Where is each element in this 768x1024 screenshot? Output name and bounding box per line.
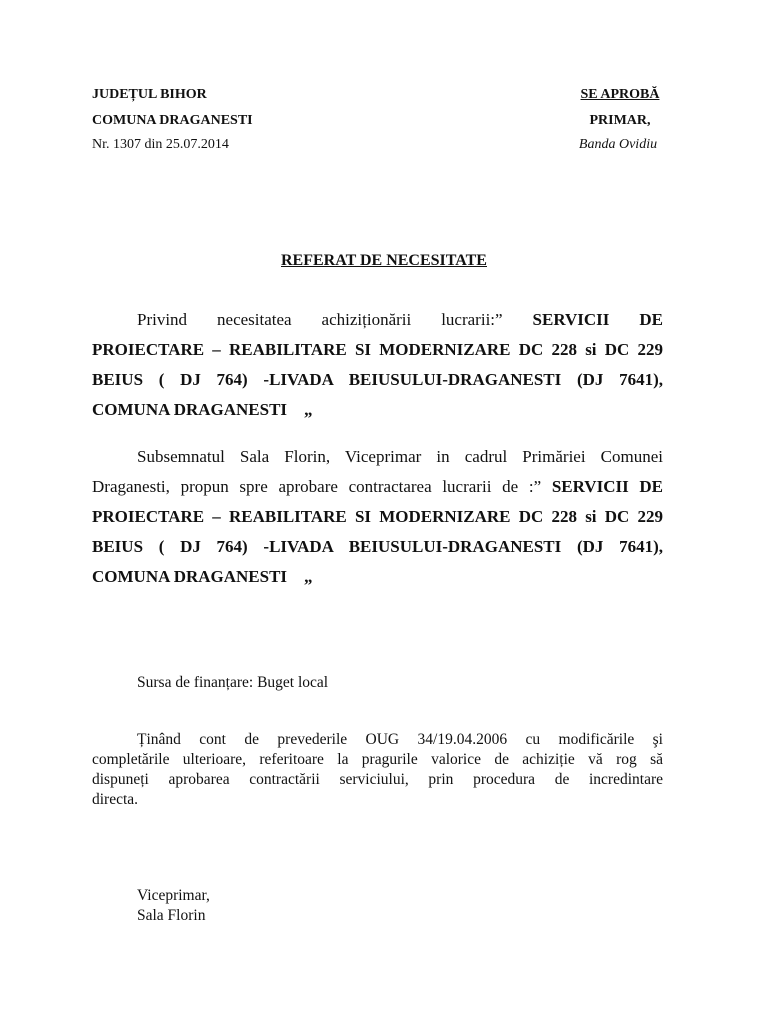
para3-line4: directa.	[92, 791, 139, 808]
commune-label: COMUNA DRAGANESTI	[92, 113, 253, 128]
document-number: Nr. 1307 din 25.07.2014	[92, 137, 229, 152]
para3-line1: Ținând cont de prevederile OUG 34/19.04.2006 cu modificările şi	[137, 731, 663, 748]
county-label: JUDEȚUL BIHOR	[92, 87, 207, 102]
para2-line3: PROIECTARE – REABILITARE SI MODERNIZARE DC 228 si DC 229	[92, 507, 663, 526]
mayor-name: Banda Ovidiu	[578, 137, 658, 152]
para1-line3: BEIUS ( DJ 764) -LIVADA BEIUSULUI-DRAGANESTI (DJ 7641),	[92, 370, 663, 389]
text: Privind necesitatea achiziționării lucrarii:”	[137, 310, 503, 329]
signature-name: Sala Florin	[137, 907, 206, 924]
approval-label: SE APROBĂ	[580, 87, 660, 102]
funding-source: Sursa de finanțare: Buget local	[137, 674, 329, 691]
mayor-title: PRIMAR,	[589, 113, 651, 128]
para3-line2: completările ulterioare, referitoare la pragurile valorice de achiziție vă rog să	[92, 751, 663, 768]
para1-line2: PROIECTARE – REABILITARE SI MODERNIZARE DC 228 si DC 229	[92, 340, 663, 359]
signature-role: Viceprimar,	[137, 887, 210, 904]
document-title: REFERAT DE NECESITATE	[281, 252, 487, 269]
text-bold: SERVICII DE	[532, 310, 663, 329]
para2-line2	[92, 477, 663, 497]
para3-line3: dispuneți aprobarea contractării serviciului, prin procedura de incredintare	[92, 771, 663, 788]
text: Draganesti, propun spre aprobare contractarea lucrarii de :”	[92, 477, 542, 496]
text-bold: SERVICII DE	[551, 477, 664, 496]
para2-line1: Subsemnatul Sala Florin, Viceprimar in cadrul Primăriei Comunei	[137, 447, 663, 466]
para1-line1	[137, 310, 663, 330]
para2-line5: COMUNA DRAGANESTI „	[92, 567, 313, 586]
para1-line4: COMUNA DRAGANESTI „	[92, 400, 313, 419]
para2-line4: BEIUS ( DJ 764) -LIVADA BEIUSULUI-DRAGANESTI (DJ 7641),	[92, 537, 663, 556]
